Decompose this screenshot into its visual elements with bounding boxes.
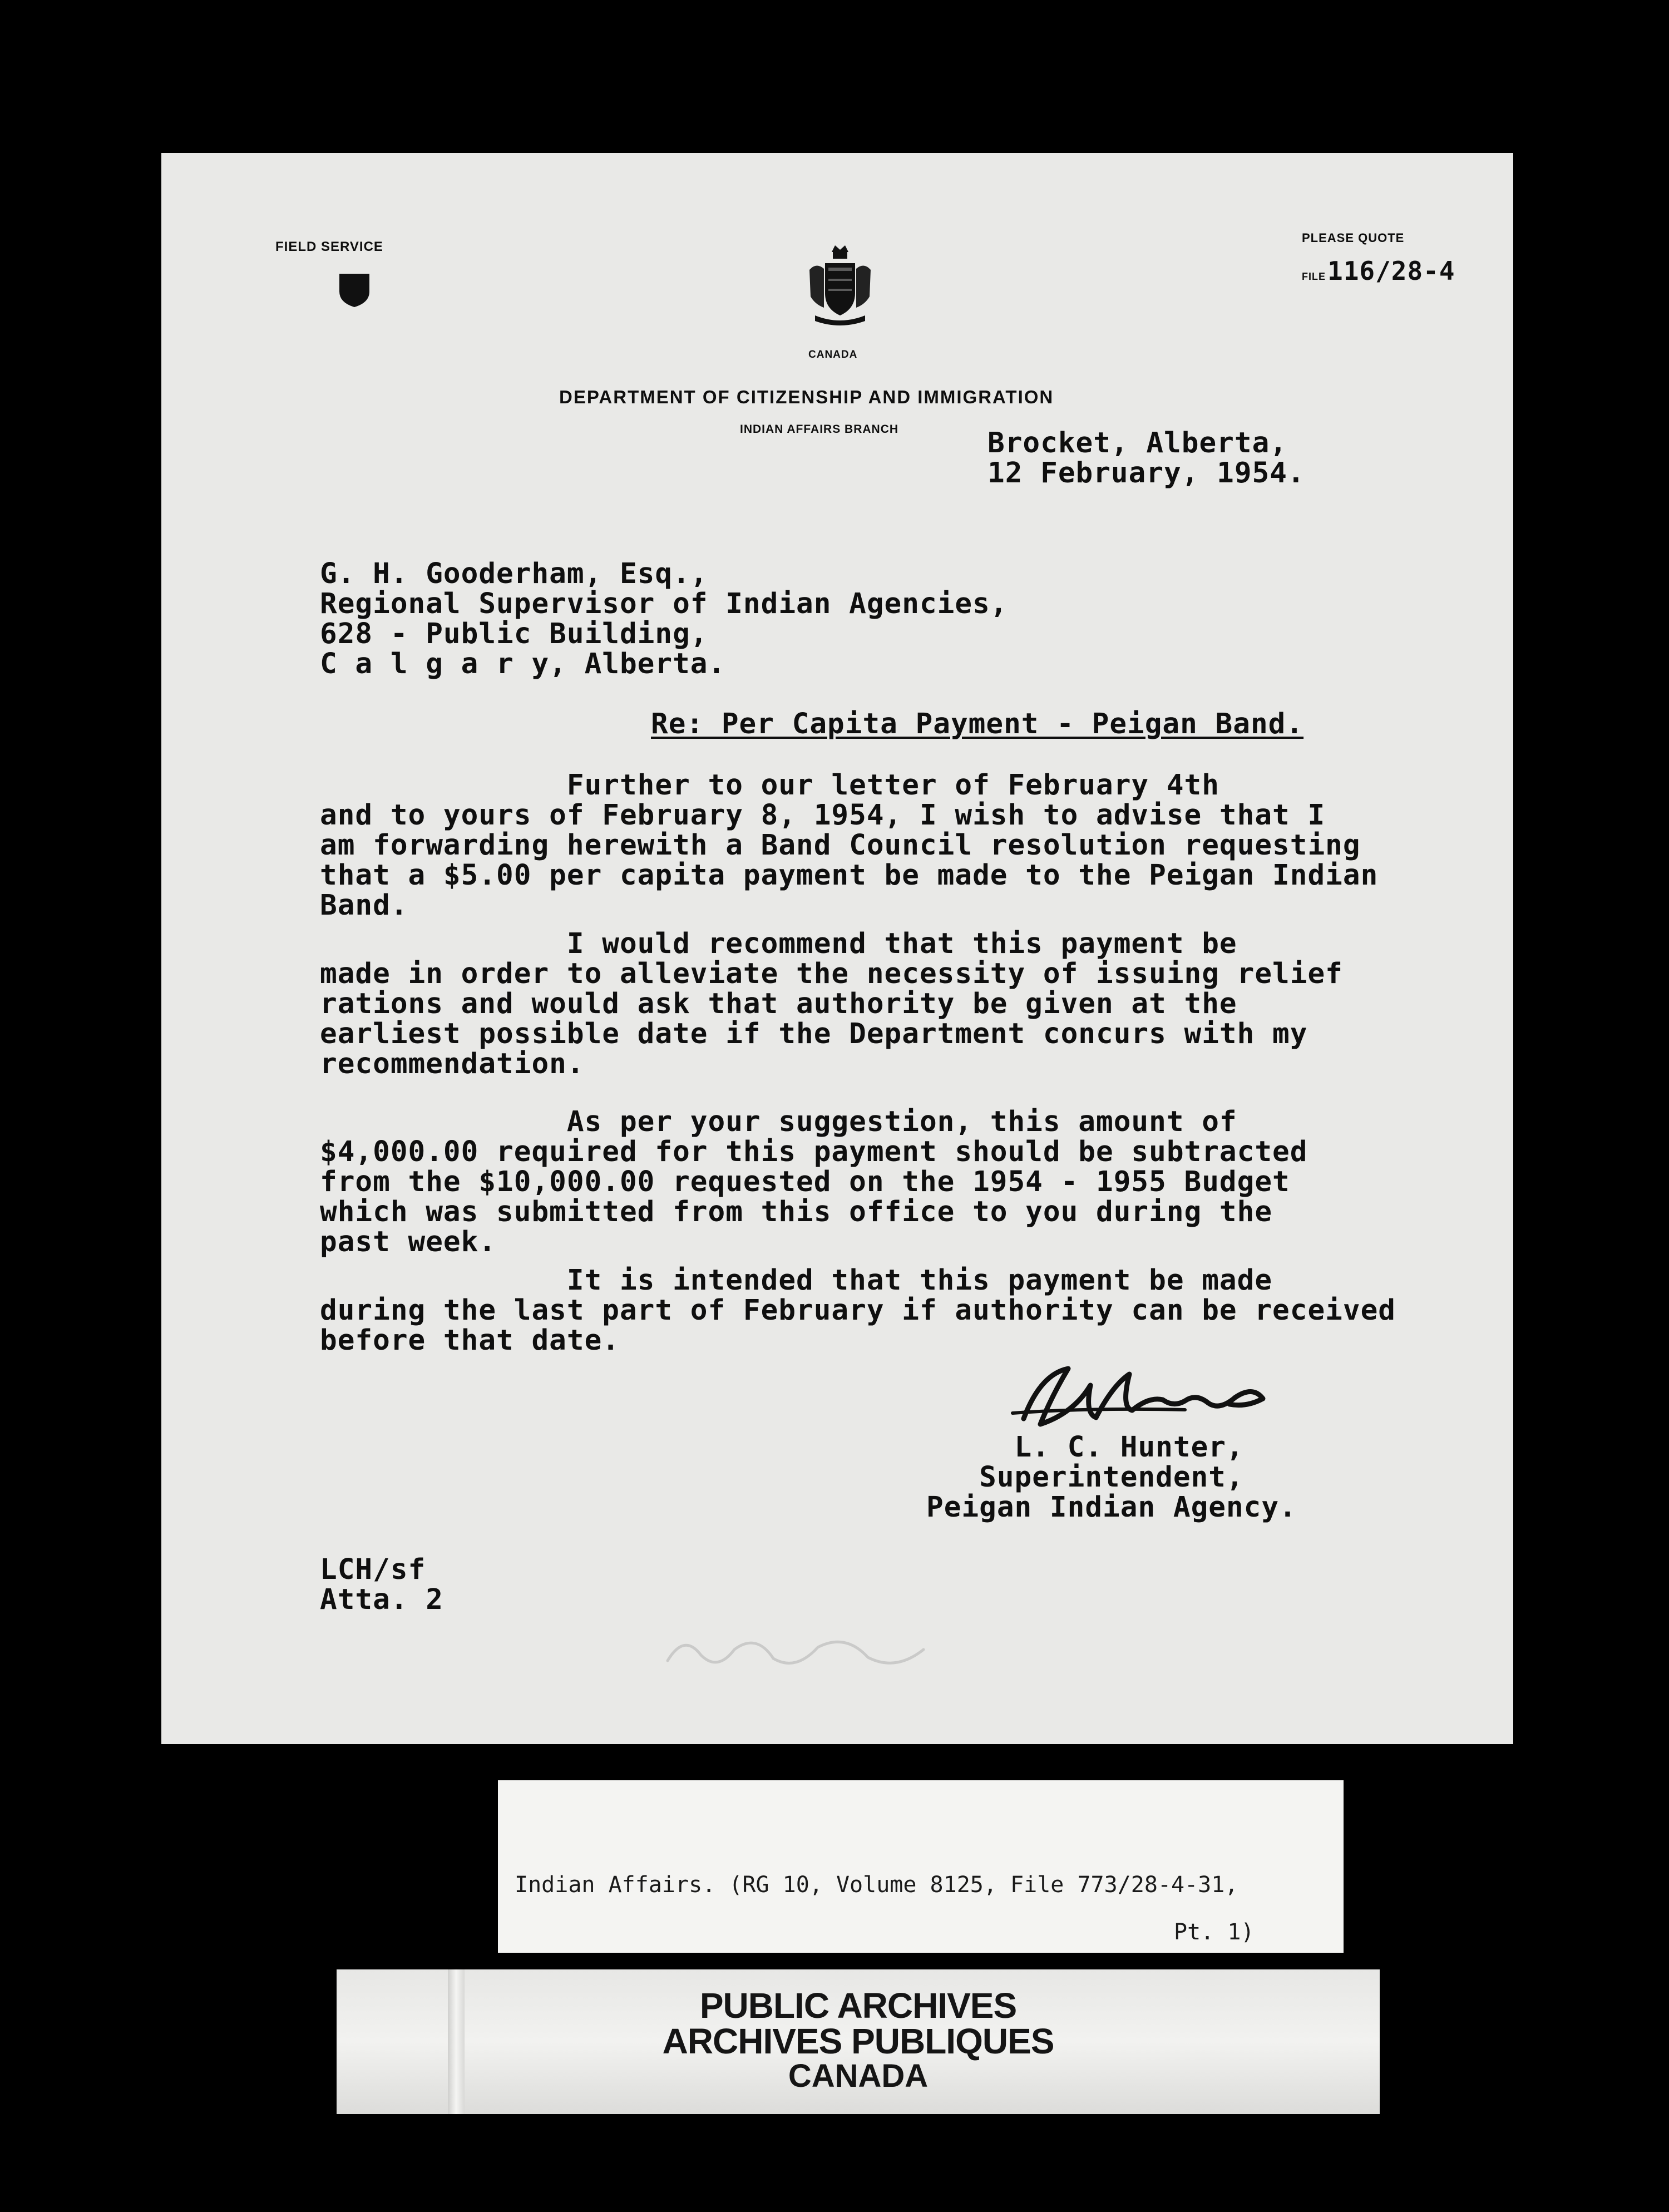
place-date: Brocket, Alberta, 12 February, 1954. [987, 427, 1305, 490]
handwritten-signature [1001, 1352, 1291, 1441]
crest-caption: CANADA [808, 349, 858, 361]
archive-citation-part: Pt. 1) [1174, 1919, 1255, 1945]
field-service-label: FIELD SERVICE [275, 239, 383, 254]
coat-of-arms-icon [804, 242, 876, 325]
please-quote-label: PLEASE QUOTE [1302, 231, 1405, 245]
body-paragraph: It is intended that this payment be made during the last part of February if authority can be received before that date. [320, 1264, 1396, 1357]
subject-line: Re: Per Capita Payment - Peigan Band. [651, 708, 1304, 740]
stamp-line: ARCHIVES PUBLIQUES [662, 2021, 1054, 2061]
body-paragraph: As per your suggestion, this amount of $4,000.00 required for this payment should be subtracted from the $10,000.00 requested on the 1954 - 1955 Budget which was submitted from this office to you during the past week. [320, 1105, 1308, 1258]
branch-heading: INDIAN AFFAIRS BRANCH [740, 423, 899, 436]
file-prefix-label: FILE [1302, 271, 1326, 282]
letter-page [161, 153, 1513, 1744]
reference-initials: LCH/sf Atta. 2 [320, 1553, 443, 1616]
file-number: 116/28-4 [1327, 256, 1455, 286]
body-paragraph: Further to our letter of February 4th and to yours of February 8, 1954, I wish to advise that I am forwarding herewith a Band Council resolution requesting that a $5.00 per capita payment be made to the Peigan Indian Band. [320, 769, 1379, 922]
signature-block: L. C. Hunter, Superintendent, Peigan Indian Agency. [926, 1431, 1297, 1524]
stamp-line: PUBLIC ARCHIVES [699, 1986, 1017, 2026]
addressee-block: G. H. Gooderham, Esq., Regional Supervisor of Indian Agencies, 628 - Public Building, C a l g a r y, Alberta. [320, 557, 1008, 680]
archive-citation: Indian Affairs. (RG 10, Volume 8125, File 773/28-4-31, [515, 1872, 1238, 1898]
faint-pencil-mark [662, 1622, 951, 1683]
archive-reference-label [498, 1780, 1344, 1953]
body-paragraph: I would recommend that this payment be made in order to alleviate the necessity of issuing relief rations and would ask that authority be given at the earliest possible date if the Department concurs with my recommendation. [320, 927, 1343, 1080]
stamp-line: CANADA [788, 2058, 929, 2094]
department-heading: DEPARTMENT OF CITIZENSHIP AND IMMIGRATION [559, 387, 1054, 407]
shield-icon [338, 271, 371, 308]
public-archives-stamp [337, 1969, 1380, 2114]
